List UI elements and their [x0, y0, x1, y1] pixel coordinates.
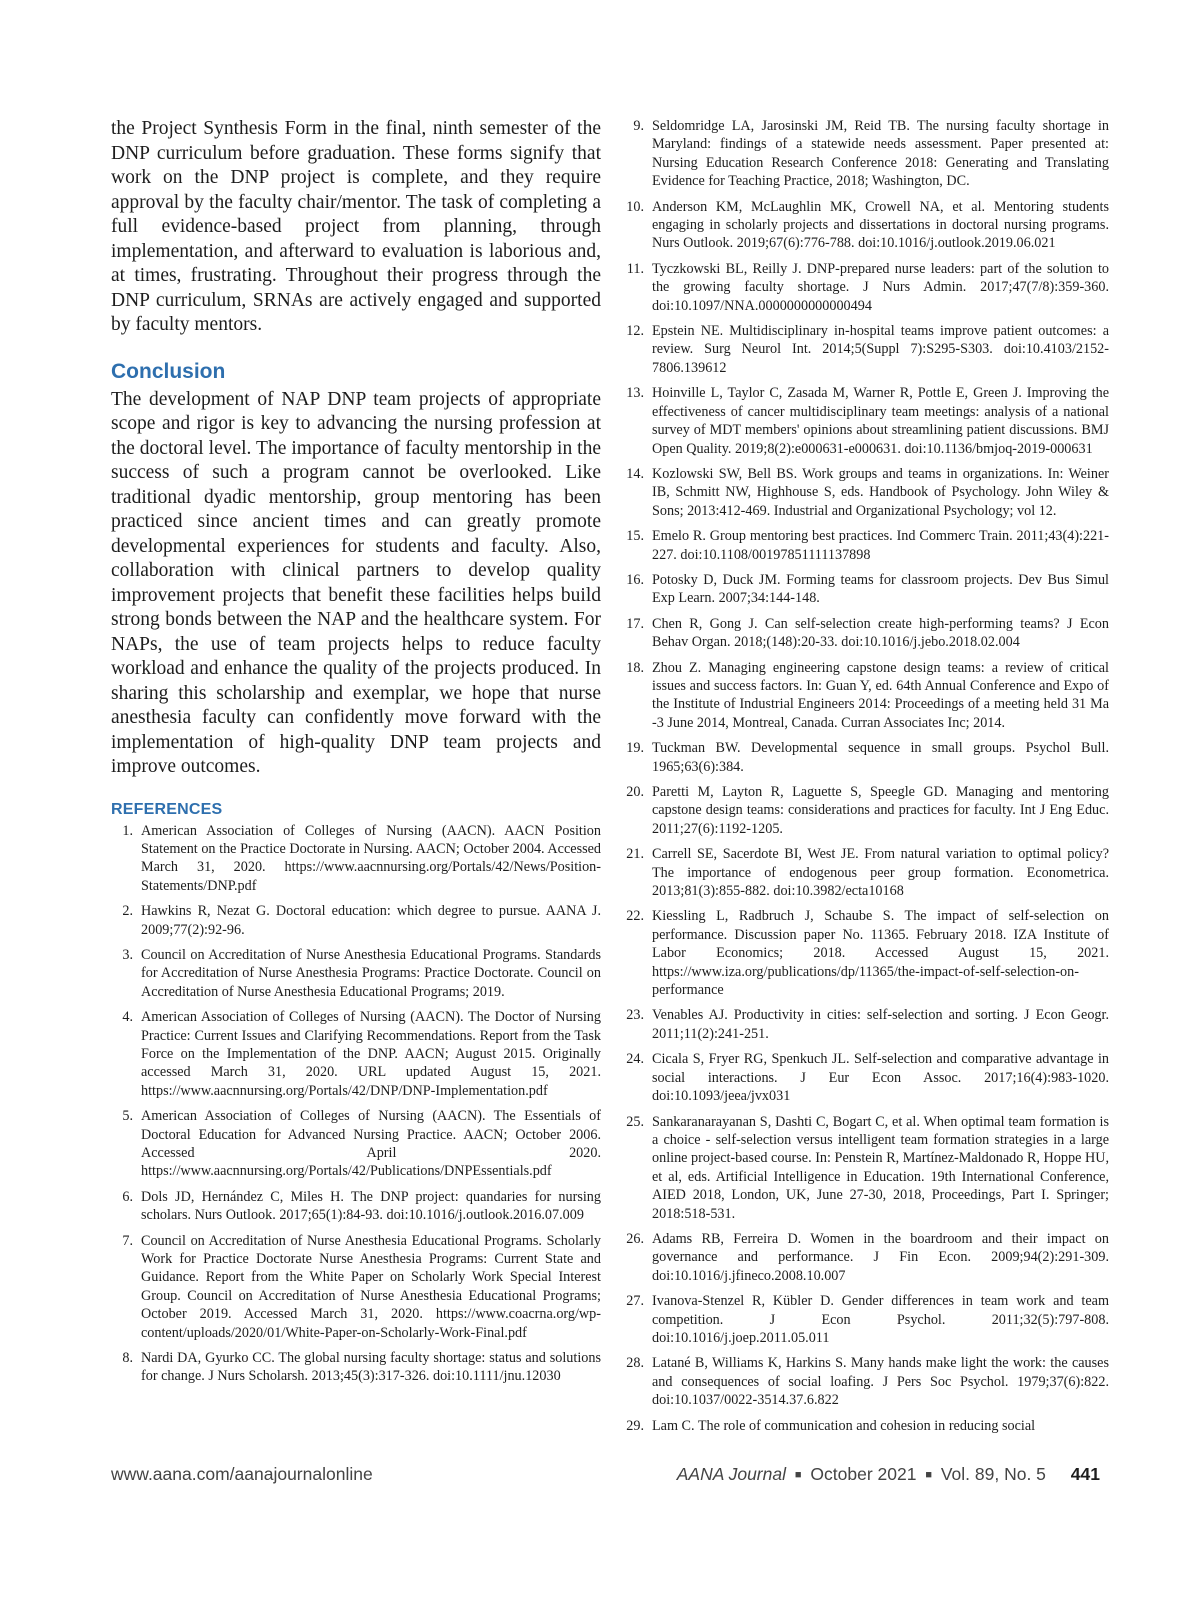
reference-text: Paretti M, Layton R, Laguette S, Speegle GD. Managing and mentoring capstone design teams: considerations and practices for faculty. Int J Eng Educ. 2011;27(6):1192-1205. — [652, 784, 1109, 837]
reference-text: American Association of Colleges of Nursing (AACN). The Doctor of Nursing Practice: Current Issues and Clarifying Recommendations. Report from the Task Force on the Implementation of the DNP. AACN; August 2015. Originally accessed March 31, 2020. URL updated August 15, 2021. https://www.aacnnursing.org/Portals/42/DNP/DNP-Implementation.pdf — [141, 1009, 601, 1099]
reference-item — [111, 946, 601, 1001]
reference-number: 21. — [626, 846, 644, 863]
reference-list-right — [622, 117, 1109, 1435]
reference-item — [622, 783, 1109, 838]
reference-number: 23. — [626, 1007, 644, 1024]
reference-item — [622, 1417, 1109, 1435]
conclusion-heading: Conclusion — [111, 359, 226, 383]
reference-item — [111, 1188, 601, 1225]
reference-text: Latané B, Williams K, Harkins S. Many hands make light the work: the causes and consequences of social loafing. J Pers Soc Psychol. 1979;37(6):822. doi:10.1037/0022-3514.37.6.822 — [652, 1355, 1109, 1409]
reference-text: Kiessling L, Radbruch J, Schaube S. The impact of self-selection on performance. Discussion paper No. 11365. February 2018. IZA Institute of Labor Economics; 2018. Accessed August 15, 2021. https://www.iza.org/publications/dp/11365/the-impact-of-self-selection-on-performance — [652, 908, 1109, 999]
reference-text: Venables AJ. Productivity in cities: self-selection and sorting. J Econ Geogr. 2011;11(2):241-251. — [652, 1007, 1109, 1042]
reference-number: 8. — [122, 1350, 133, 1367]
separator-square-icon: ■ — [794, 1469, 802, 1481]
intro-paragraph: the Project Synthesis Form in the final, ninth semester of the DNP curriculum before graduation. These forms signify that work on the DNP project is complete, and they require approval by the faculty chair/mentor. The task of completing a full evidence-based project from planning, through implementation, and afterward to evaluation is laborious and, at times, frustrating. Throughout their progress through the DNP curriculum, SRNAs are actively engaged and supported by faculty mentors. — [111, 118, 601, 335]
reference-item — [111, 1349, 601, 1386]
reference-item — [622, 322, 1109, 377]
reference-number: 26. — [626, 1230, 644, 1247]
reference-text: Ivanova-Stenzel R, Kübler D. Gender differences in team work and team competition. J Econ Psychol. 2011;32(5):797-808. doi:10.1016/j.joep.2011.05.011 — [652, 1293, 1109, 1346]
reference-item — [622, 527, 1109, 564]
reference-item — [622, 465, 1109, 520]
reference-item — [622, 1354, 1109, 1409]
reference-item — [622, 615, 1109, 652]
reference-number: 29. — [626, 1417, 644, 1434]
journal-citation — [677, 1464, 1100, 1485]
reference-number: 18. — [626, 659, 644, 676]
reference-number: 28. — [626, 1355, 644, 1372]
reference-number: 22. — [626, 908, 644, 925]
reference-item — [622, 845, 1109, 900]
reference-number: 2. — [122, 903, 133, 920]
reference-text: Cicala S, Fryer RG, Spenkuch JL. Self-selection and comparative advantage in social interactions. J Eur Econ Assoc. 2017;16(4):983-1020. doi:10.1093/jeea/jvx031 — [652, 1051, 1109, 1105]
reference-number: 5. — [122, 1108, 133, 1125]
reference-item — [111, 822, 601, 896]
reference-number: 24. — [626, 1051, 644, 1068]
reference-number: 7. — [122, 1232, 133, 1249]
reference-number: 1. — [122, 822, 133, 839]
reference-text: American Association of Colleges of Nursing (AACN). The Essentials of Doctoral Education for Advanced Nursing Practice. AACN; October 2006. Accessed April 2020. https://www.aacnnursing.org/Portals/42/Publications/DNPEssentials.pdf — [141, 1108, 601, 1180]
reference-item — [622, 1006, 1109, 1043]
reference-text: Tuckman BW. Developmental sequence in small groups. Psychol Bull. 1965;63(6):384. — [652, 740, 1109, 775]
reference-item — [622, 198, 1109, 253]
reference-item — [622, 659, 1109, 733]
reference-item — [622, 117, 1109, 191]
reference-text: Tyczkowski BL, Reilly J. DNP-prepared nurse leaders: part of the solution to the growing faculty shortage. J Nurs Admin. 2017;47(7/8):359-360. doi:10.1097/NNA.0000000000000494 — [652, 260, 1109, 314]
volume-number: Vol. 89, No. 5 — [940, 1464, 1046, 1484]
reference-number: 12. — [626, 323, 644, 340]
reference-text: Kozlowski SW, Bell BS. Work groups and teams in organizations. In: Weiner IB, Schmitt NW, Highhouse S, eds. Handbook of Psychology. John Wiley & Sons; 2013:412-469. Industrial and Organizational Psychology; vol 12. — [652, 465, 1109, 519]
reference-item — [111, 1107, 601, 1181]
reference-item — [622, 1292, 1109, 1347]
reference-text: Hoinville L, Taylor C, Zasada M, Warner R, Pottle E, Green J. Improving the effectiveness of cancer multidisciplinary team meetings: analysis of a national survey of MDT members' opinions about streamlining patient discussions. BMJ Open Quality. 2019;8(2):e000631-e000631. doi:10.1136/bmjoq-2019-000631 — [652, 385, 1109, 457]
reference-item — [622, 260, 1109, 315]
reference-item — [622, 1113, 1109, 1223]
journal-name: AANA Journal — [676, 1464, 786, 1484]
reference-text: Emelo R. Group mentoring best practices. Ind Commerc Train. 2011;43(4):221-227. doi:10.1108/00197851111137898 — [652, 528, 1109, 563]
reference-text: Chen R, Gong J. Can self-selection create high-performing teams? J Econ Behav Organ. 2018;(148):20-33. doi:10.1016/j.jebo.2018.02.004 — [652, 615, 1109, 651]
reference-number: 27. — [626, 1293, 644, 1310]
reference-text: Hawkins R, Nezat G. Doctoral education: which degree to pursue. AANA J. 2009;77(2):92-96. — [141, 903, 601, 938]
issue-date: October 2021 — [810, 1464, 917, 1484]
separator-square-icon: ■ — [925, 1469, 932, 1481]
page-number: 441 — [1070, 1464, 1100, 1484]
reference-number: 14. — [626, 465, 644, 482]
reference-text: Seldomridge LA, Jarosinski JM, Reid TB. The nursing faculty shortage in Maryland: findings of a statewide needs assessment. Paper presented at: Nursing Education Research Conference 2018: Generating and Translating Evidence for Teaching Practice, 2018; Washington, DC. — [652, 118, 1109, 190]
page-footer — [111, 1464, 1100, 1488]
reference-number: 20. — [626, 784, 644, 800]
reference-number: 15. — [626, 528, 644, 545]
reference-number: 13. — [626, 385, 644, 402]
reference-text: Adams RB, Ferreira D. Women in the boardroom and their impact on governance and performance. J Fin Econ. 2009;94(2):291-309. doi:10.1016/j.jfineco.2008.10.007 — [652, 1230, 1109, 1284]
reference-number: 16. — [626, 571, 644, 588]
left-column — [111, 117, 601, 1393]
reference-number: 3. — [122, 946, 133, 963]
reference-item — [111, 1232, 601, 1342]
reference-item — [622, 571, 1109, 608]
reference-item — [622, 1230, 1109, 1285]
reference-item — [622, 384, 1109, 458]
reference-text: Dols JD, Hernández C, Miles H. The DNP project: quandaries for nursing scholars. Nurs Outlook. 2017;65(1):84-93. doi:10.1016/j.outlook.2016.07.009 — [141, 1188, 601, 1224]
reference-number: 25. — [626, 1113, 644, 1130]
reference-text: Council on Accreditation of Nurse Anesthesia Educational Programs. Standards for Accreditation of Nurse Anesthesia Programs: Practice Doctorate. Council on Accreditation of Nurse Anesthesia Educational Programs; 2019. — [141, 946, 601, 1000]
reference-list-left — [111, 822, 601, 1386]
reference-text: Anderson KM, McLaughlin MK, Crowell NA, et al. Mentoring students engaging in scholarly projects and dissertations in doctoral nursing programs. Nurs Outlook. 2019;67(6):776-788. doi:10.1016/j.outlook.2019.06.021 — [652, 198, 1109, 252]
references-heading: REFERENCES — [111, 800, 223, 818]
reference-item — [622, 907, 1109, 999]
reference-number: 19. — [626, 740, 644, 757]
reference-number: 17. — [626, 615, 644, 632]
right-column — [622, 117, 1109, 1442]
reference-number: 11. — [626, 260, 644, 277]
reference-number: 6. — [122, 1188, 133, 1205]
reference-item — [622, 1050, 1109, 1105]
reference-item — [111, 902, 601, 939]
reference-item — [111, 1008, 601, 1100]
reference-number: 10. — [626, 198, 644, 215]
reference-text: Nardi DA, Gyurko CC. The global nursing faculty shortage: status and solutions for change. J Nurs Scholarsh. 2013;45(3):317-326. doi:10.1111/jnu.12030 — [141, 1350, 601, 1385]
reference-text: Epstein NE. Multidisciplinary in-hospital teams improve patient outcomes: a review. Surg Neurol Int. 2014;5(Suppl 7):S295-S303. doi:10.4103/2152-7806.139612 — [652, 323, 1109, 376]
reference-text: Carrell SE, Sacerdote BI, West JE. From natural variation to optimal policy? The importance of endogenous peer group formation. Econometrica. 2013;81(3):855-882. doi:10.3982/ecta10168 — [652, 846, 1109, 900]
journal-url-link[interactable]: www.aana.com/aanajournalonline — [111, 1464, 373, 1484]
reference-item — [622, 739, 1109, 776]
conclusion-paragraph: The development of NAP DNP team projects of appropriate scope and rigor is key to advancing the nursing profession at the doctoral level. The importance of faculty mentorship in the success of such a program cannot be overlooked. Like traditional dyadic mentorship, group mentoring has been practiced since ancient times and can greatly promote developmental experiences for students and faculty. Also, collaboration with clinical partners to develop quality improvement projects that benefit these facilities helps build strong bonds between the NAP and the healthcare system. For NAPs, the use of team projects helps to reduce faculty workload and enhance the quality of the projects produced. In sharing this scholarship and exemplar, we hope that nurse anesthesia faculty can confidently move forward with the implementation of high-quality DNP team projects and improve outcomes. — [111, 388, 601, 777]
reference-text: Zhou Z. Managing engineering capstone design teams: a review of critical issues and success factors. In: Guan Y, ed. 64th Annual Conference and Expo of the Institute of Industrial Engineers 2014: Proceedings of a meeting held 31 Ma -3 June 2014, Montreal, Canada. Curran Associates Inc; 2014. — [652, 659, 1109, 731]
reference-text: Potosky D, Duck JM. Forming teams for classroom projects. Dev Bus Simul Exp Learn. 2007;34:144-148. — [652, 571, 1109, 607]
reference-text: American Association of Colleges of Nursing (AACN). AACN Position Statement on the Practice Doctorate in Nursing. AACN; October 2004. Accessed March 31, 2020. https://www.aacnnursing.org/Portals/42/News/Position-Statements/DNP.pdf — [141, 822, 601, 894]
reference-number: 9. — [633, 118, 644, 134]
reference-text: Lam C. The role of communication and cohesion in reducing social — [652, 1417, 1036, 1434]
reference-number: 4. — [122, 1009, 133, 1026]
reference-text: Sankaranarayanan S, Dashti C, Bogart C, et al. When optimal team formation is a choice - self-selection versus intelligent team formation strategies in a large online project-based course. In: Penstein R, Martínez-Maldonado R, Hoppe HU, et al, eds. Artificial Intelligence in Education. 19th International Conference, AIED 2018, London, UK, June 27-30, 2018, Proceedings, Part I. Springer; 2018:518-531. — [652, 1113, 1109, 1222]
reference-text: Council on Accreditation of Nurse Anesthesia Educational Programs. Scholarly Work for Practice Doctorate Nurse Anesthesia Programs: Current State and Guidance. Report from the White Paper on Scholarly Work Special Interest Group. Council on Accreditation of Nurse Anesthesia Educational Programs; October 2019. Accessed March 31, 2020. https://www.coacrna.org/wp-content/uploads/2020/01/White-Paper-on-Scholarly-Work-Final.pdf — [141, 1232, 601, 1341]
